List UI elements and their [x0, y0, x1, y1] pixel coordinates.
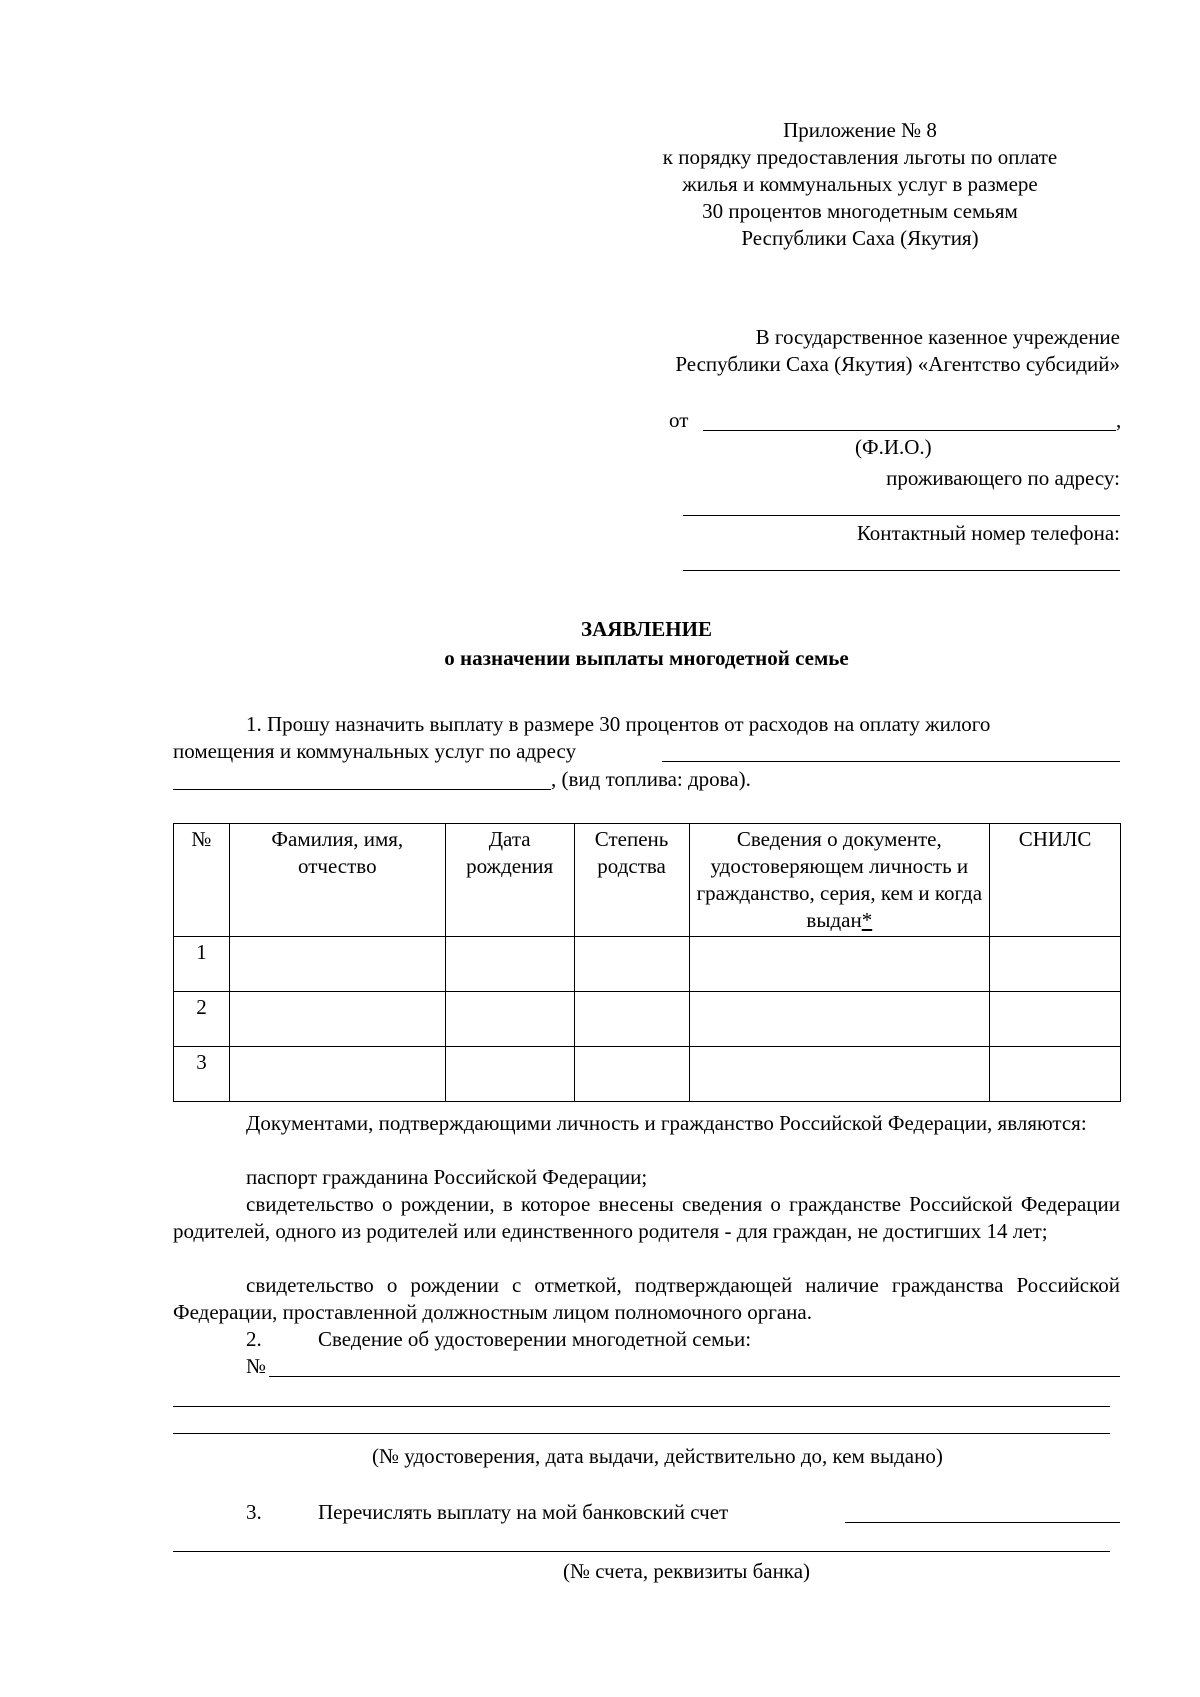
col-header-number: №: [174, 824, 230, 937]
docs-passport: паспорт гражданина Российской Федерации;: [246, 1165, 648, 1189]
bank-account-field-1[interactable]: [845, 1522, 1120, 1523]
certificate-caption: (№ удостоверения, дата выдачи, действительно до, кем выдано): [372, 1444, 943, 1468]
docs-intro: Документами, подтверждающими личность и гражданство Российской Федерации, являются:: [246, 1111, 1087, 1135]
address-label: проживающего по адресу:: [886, 466, 1120, 490]
appendix-line-2: к порядку предоставления льготы по оплате: [662, 145, 1058, 169]
fio-caption: (Ф.И.О.): [855, 435, 932, 459]
certificate-field-1[interactable]: [269, 1376, 1120, 1377]
col-header-id-document: Сведения о документе, удостоверяющем личность и гражданство, серия, кем и когда выдан*: [689, 824, 990, 937]
docs-birth-certificate: свидетельство о рождении, в которое внесены сведения о гражданстве Российской Федерации родителей, одного из родителей или единственного родителя - для граждан, не достигших 14 лет;: [173, 1192, 1120, 1243]
phone-label: Контактный номер телефона:: [856, 521, 1120, 545]
fio-field[interactable]: [703, 430, 1116, 431]
appendix-line-3: жилья и коммунальных услуг в размере: [682, 172, 1038, 196]
cell-kinship[interactable]: [574, 1047, 689, 1102]
col-header-snils: СНИЛС: [990, 824, 1121, 937]
item3-number: 3.: [246, 1500, 262, 1524]
cell-snils[interactable]: [990, 992, 1121, 1047]
address-field[interactable]: [683, 515, 1120, 516]
certificate-field-2[interactable]: [173, 1406, 1110, 1407]
family-members-table: [173, 823, 1121, 1102]
item3-text: Перечислять выплату на мой банковский счет: [318, 1500, 729, 1524]
col-header-kinship: Степень родства: [574, 824, 689, 937]
addressee-line-1: В государственное казенное учреждение: [755, 325, 1120, 349]
col-header-birth-date: Дата рождения: [445, 824, 574, 937]
row-number: 2: [174, 992, 230, 1047]
housing-address-field[interactable]: [662, 761, 1120, 762]
item1-line-2: помещения и коммунальных услуг по адресу: [173, 739, 577, 763]
appendix-line-4: 30 процентов многодетным семьям: [702, 199, 1018, 223]
cell-full-name[interactable]: [229, 992, 445, 1047]
col-header-full-name: Фамилия, имя, отчество: [229, 824, 445, 937]
cell-full-name[interactable]: [229, 1047, 445, 1102]
appendix-line-5: Республики Саха (Якутия): [741, 226, 979, 250]
cell-birth-date[interactable]: [445, 937, 574, 992]
cell-kinship[interactable]: [574, 937, 689, 992]
row-number: 1: [174, 937, 230, 992]
row-number: 3: [174, 1047, 230, 1102]
item2-number: 2.: [246, 1327, 262, 1351]
cell-kinship[interactable]: [574, 992, 689, 1047]
table-row: [174, 1047, 1121, 1102]
bank-account-field-2[interactable]: [173, 1551, 1110, 1552]
table-header-row: [174, 824, 1121, 937]
certificate-field-3[interactable]: [173, 1433, 1110, 1434]
docs-birth-certificate-mark: свидетельство о рождении с отметкой, подтверждающей наличие гражданства Российской Федерации, проставленной должностным лицом полномочного органа.: [173, 1273, 1120, 1324]
phone-field[interactable]: [683, 570, 1120, 571]
table-row: [174, 937, 1121, 992]
addressee-line-2: Республики Саха (Якутия) «Агентство субсидий»: [675, 352, 1120, 376]
fuel-type-text: , (вид топлива: дрова).: [551, 767, 751, 791]
item2-text: Сведение об удостоверении многодетной семьи:: [318, 1327, 752, 1351]
from-comma: ,: [1116, 408, 1122, 432]
footnote-mark: *: [861, 908, 873, 932]
cell-birth-date[interactable]: [445, 1047, 574, 1102]
document-subtitle: о назначении выплаты многодетной семье: [444, 646, 849, 670]
cell-id-document[interactable]: [689, 937, 990, 992]
appendix-line-1: Приложение № 8: [783, 118, 937, 142]
cell-id-document[interactable]: [689, 992, 990, 1047]
from-label: от: [669, 408, 689, 432]
cell-birth-date[interactable]: [445, 992, 574, 1047]
cell-full-name[interactable]: [229, 937, 445, 992]
housing-address-field-2[interactable]: [173, 789, 551, 790]
table-row: [174, 992, 1121, 1047]
cell-snils[interactable]: [990, 937, 1121, 992]
bank-account-caption: (№ счета, реквизиты банка): [563, 1559, 811, 1583]
cell-snils[interactable]: [990, 1047, 1121, 1102]
document-title: ЗАЯВЛЕНИЕ: [581, 617, 712, 641]
item1-line-1: 1. Прошу назначить выплату в размере 30 процентов от расходов на оплату жилого: [246, 712, 991, 736]
item2-num-label: №: [246, 1354, 267, 1378]
cell-id-document[interactable]: [689, 1047, 990, 1102]
